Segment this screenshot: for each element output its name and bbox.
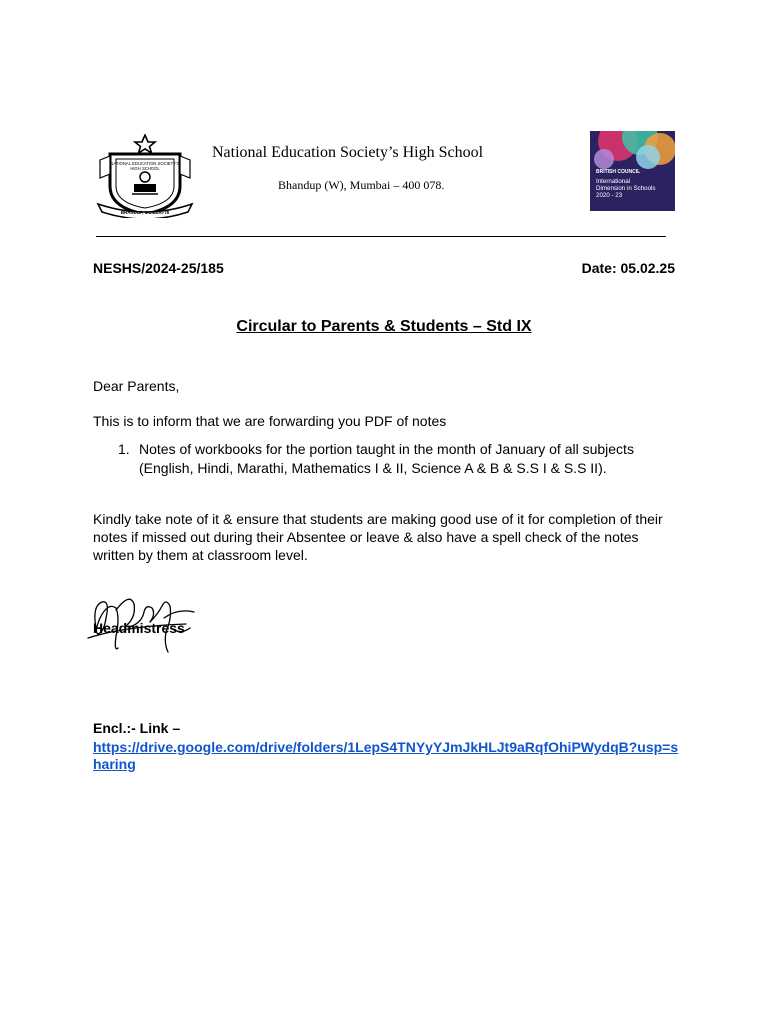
circular-title (0, 318, 768, 336)
signatory-title: Headmistress (93, 620, 185, 636)
school-name: National Education Society’s High School (212, 144, 484, 161)
list-item (93, 440, 668, 478)
intro-text: This is to inform that we are forwarding you PDF of notes (93, 413, 447, 429)
instruction-paragraph: Kindly take note of it & ensure that students are making good use of it for completion of their notes if missed out during their Absentee or leave & also have a spell check of the notes written by them at classroom level. (93, 511, 663, 563)
reference-number: NESHS/2024-25/185 (93, 260, 224, 276)
circular-title-text: Circular to Parents & Students – Std IX (236, 318, 532, 335)
badge-line-3: 2020 - 23 (596, 192, 623, 199)
school-address: Bhandup (W), Mumbai – 400 078. (278, 178, 445, 192)
enclosure-label: Encl.:- Link – (93, 720, 181, 736)
badge-line-2: Dimension in Schools (596, 185, 656, 192)
badge-line-1: International (596, 178, 631, 185)
list-item-number: 1. (118, 441, 130, 457)
badge-brand: BRITISH COUNCIL (596, 169, 641, 175)
circular-date: Date: 05.02.25 (581, 260, 675, 276)
salutation: Dear Parents, (93, 378, 180, 394)
drive-link[interactable]: https://drive.google.com/drive/folders/1LepS4TNYyYJmJkHLJt9aRqfOhiPWydqB?usp=sharing (93, 739, 679, 772)
logo-text-top: NATIONAL EDUCATION SOCIETY'S (110, 161, 180, 166)
badge-text (596, 178, 672, 199)
list-item-text: Notes of workbooks for the portion taught in the month of January of all subjects (English, Hindi, Marathi, Mathematics I & II, Science A & B & S.S I & S.S II). (139, 441, 634, 476)
notes-list (93, 440, 668, 478)
logo-text-middle: HIGH SCHOOL (130, 166, 160, 171)
header-divider (96, 236, 666, 237)
international-dimension-badge (590, 131, 675, 211)
school-logo (96, 134, 194, 218)
logo-text-bottom: BHANDUP, MUMBAI-78 (120, 210, 170, 215)
